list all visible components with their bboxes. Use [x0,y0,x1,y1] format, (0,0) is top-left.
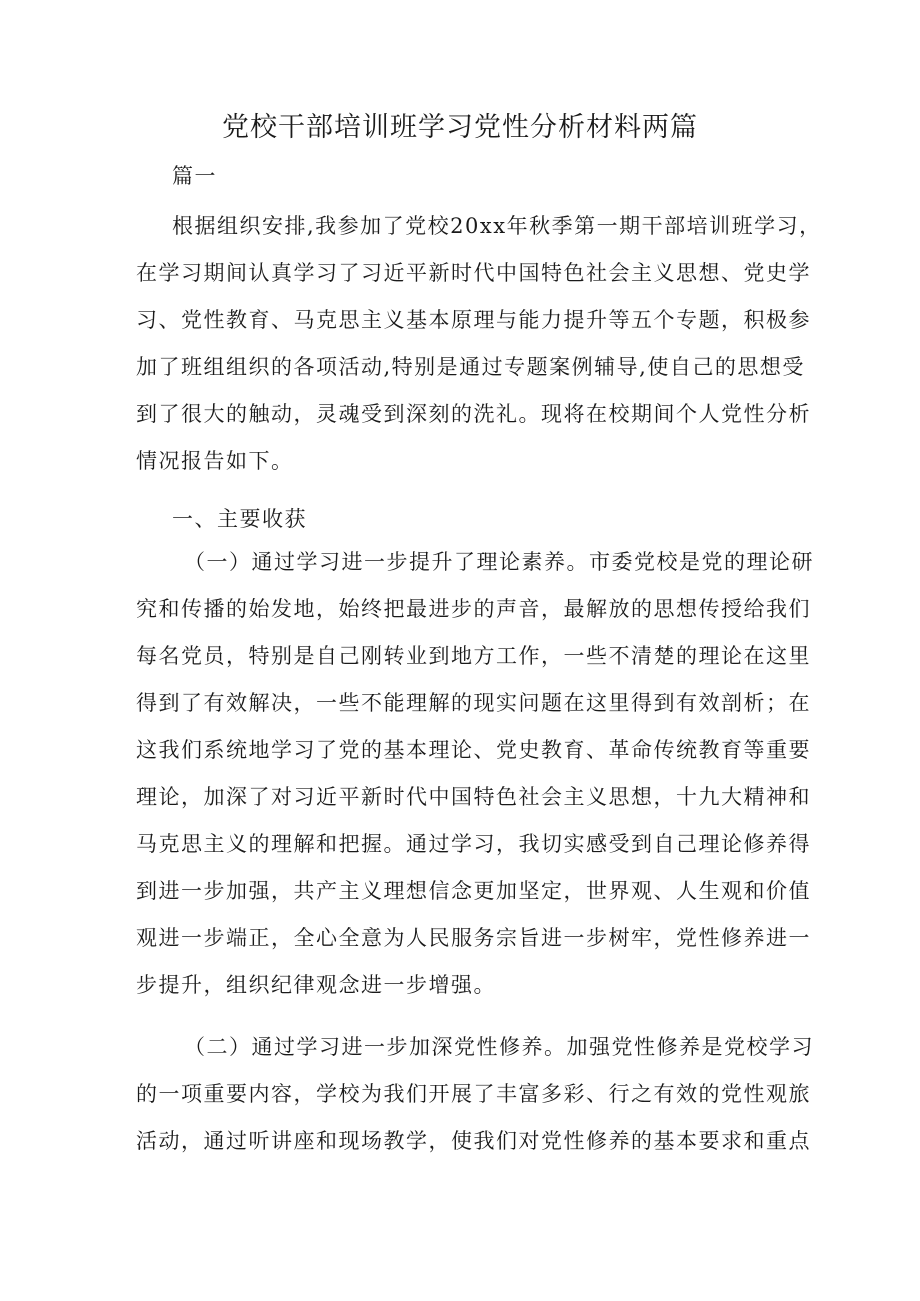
paragraph-line: 根据组织安排,我参加了党校20xx年秋季第一期干部培训班学习， [172,214,822,238]
paragraph-line: 马克思主义的理解和把握。通过学习，我切实感受到自己理论修养得 [136,832,811,856]
part-label-block [136,153,788,200]
paragraph-two [136,1024,814,1165]
paragraph-line: 步提升，组织纪律观念进一步增强。 [136,973,496,997]
paragraph-line: 究和传播的始发地，始终把最进步的声音，最解放的思想传授给我们 [136,597,811,621]
paragraph-intro [136,203,822,485]
paragraph-line: 理论，加深了对习近平新时代中国特色社会主义思想，十九大精神和 [136,785,811,809]
paragraph-line: 这我们系统地学习了党的基本理论、党史教育、革命传统教育等重要 [136,738,811,762]
paragraph-line: 到了很大的触动，灵魂受到深刻的洗礼。现将在校期间个人党性分析 [136,402,811,426]
section-heading: 一、主要收获 [172,507,307,531]
document-title: 党校干部培训班学习党性分析材料两篇 [222,112,698,143]
section-heading-block [136,496,788,543]
paragraph-line: 每名党员，特别是自己刚转业到地方工作，一些不清楚的理论在这里 [136,644,811,668]
paragraph-line: 的一项重要内容，学校为我们开展了丰富多彩、行之有效的党性观旅 [136,1082,811,1106]
paragraph-one [136,539,814,1009]
paragraph-line: 到进一步加强，共产主义理想信念更加坚定，世界观、人生观和价值 [136,879,811,903]
paragraph-line: 在学习期间认真学习了习近平新时代中国特色社会主义思想、党史学 [136,261,811,285]
paragraph-line: 得到了有效解决，一些不能理解的现实问题在这里得到有效剖析；在 [136,691,811,715]
paragraph-line: 观进一步端正，全心全意为人民服务宗旨进一步树牢，党性修养进一 [136,926,811,950]
paragraph-line: 情况报告如下。 [136,449,294,473]
paragraph-line: 加了班组组织的各项活动,特别是通过专题案例辅导,使自己的思想受 [136,355,805,379]
part-label: 篇一 [172,164,217,188]
paragraph-line: （一）通过学习进一步提升了理论素养。市委党校是党的理论研 [184,550,814,574]
paragraph-line: 习、党性教育、马克思主义基本原理与能力提升等五个专题，积极参 [136,308,811,332]
paragraph-line: （二）通过学习进一步加深党性修养。加强党性修养是党校学习 [184,1035,814,1059]
paragraph-line: 活动，通过听讲座和现场教学，使我们对党性修养的基本要求和重点 [136,1129,811,1153]
